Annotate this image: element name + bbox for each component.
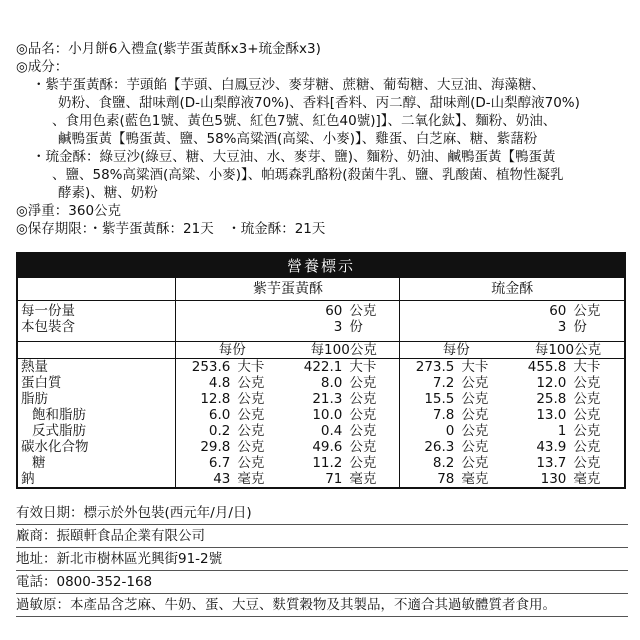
net-weight: ◎淨重：360公克 bbox=[16, 203, 122, 219]
product-column-header: 琉金酥 bbox=[400, 278, 624, 301]
nutrient-unit: 毫克 bbox=[573, 470, 601, 487]
nutrient-value: 7.8 bbox=[400, 407, 457, 423]
nutrient-unit: 公克 bbox=[349, 390, 377, 407]
nutrient-value: 0.2 bbox=[176, 423, 233, 439]
nutrient-unit: 公克 bbox=[573, 454, 601, 471]
nutrient-unit: 公克 bbox=[237, 390, 265, 407]
serving-size: 60 bbox=[288, 301, 345, 320]
shelf-life: ◎保存期限：・紫芋蛋黃酥：21天 ・琉金酥：21天 bbox=[16, 221, 326, 237]
nutrient-unit: 公克 bbox=[461, 454, 489, 471]
serving-label: 每一份量 bbox=[18, 301, 176, 320]
nutrient-unit: 公克 bbox=[573, 422, 601, 439]
nutrient-name: 蛋白質 bbox=[21, 374, 62, 391]
nutrient-unit: 毫克 bbox=[461, 470, 489, 487]
nutrient-value: 0 bbox=[400, 423, 457, 439]
nutrient-name: 脂肪 bbox=[21, 390, 48, 407]
nutrient-value: 21.3 bbox=[312, 390, 343, 407]
servings-count: 3 bbox=[333, 319, 343, 335]
nutrient-unit: 大卡 bbox=[345, 358, 400, 375]
nutrient-unit: 公克 bbox=[349, 374, 377, 391]
product-info bbox=[16, 40, 626, 238]
nutrient-unit: 公克 bbox=[237, 438, 265, 455]
serving-unit: 公克 bbox=[345, 301, 400, 320]
phone: 電話：0800-352-168 bbox=[16, 571, 628, 594]
ingredients-line: 鹹鴨蛋黃【鴨蛋黃、鹽、58%高粱酒(高粱、小麥)】、雞蛋、白芝麻、糖、紫藷粉 bbox=[58, 131, 538, 147]
nutrient-unit: 公克 bbox=[573, 374, 601, 391]
nutrient-value: 26.3 bbox=[400, 439, 457, 455]
nutrient-name: 鈉 bbox=[21, 470, 35, 487]
product-column-header: 紫芋蛋黃酥 bbox=[176, 278, 400, 301]
servings-unit: 份 bbox=[573, 319, 587, 335]
nutrient-unit: 公克 bbox=[237, 374, 265, 391]
nutrient-unit: 大卡 bbox=[457, 358, 512, 375]
nutrient-unit: 毫克 bbox=[237, 470, 265, 487]
nutrient-unit: 公克 bbox=[461, 438, 489, 455]
nutrient-unit: 公克 bbox=[461, 406, 489, 423]
nutrient-value: 12.0 bbox=[536, 374, 567, 391]
ingredients-line: 、鹽、58%高粱酒(高粱、小麥)】、帕瑪森乳酪粉(殺菌牛乳、鹽、乳酸菌、植物性凝乳 bbox=[52, 167, 564, 183]
nutrient-value: 10.0 bbox=[312, 406, 343, 423]
nutrient-row bbox=[18, 471, 624, 487]
per-100g-header: 每100公克 bbox=[288, 341, 400, 358]
nutrient-value: 11.2 bbox=[312, 454, 343, 471]
nutrient-value: 78 bbox=[400, 471, 457, 487]
allergen-notice: 過敏原：本產品含芝麻、牛奶、蛋、大豆、麩質穀物及其製品，不適合其過敏體質者食用。 bbox=[16, 594, 628, 617]
nutrient-value: 7.2 bbox=[400, 375, 457, 391]
ingredients-line: 奶粉、食鹽、甜味劑(D-山梨醇液70%)、香料[香料、丙二醇、甜味劑(D-山梨醇液70%) bbox=[58, 95, 580, 111]
nutrient-value: 0.4 bbox=[320, 422, 343, 439]
nutrient-value: 49.6 bbox=[312, 438, 343, 455]
nutrient-name: 碳水化合物 bbox=[21, 438, 89, 455]
nutrient-unit: 公克 bbox=[573, 390, 601, 407]
nutrient-unit: 公克 bbox=[349, 406, 377, 423]
manufacturer: 廠商：振頤軒食品企業有限公司 bbox=[16, 525, 628, 548]
serving-size: 60 bbox=[512, 301, 569, 320]
nutrient-unit: 公克 bbox=[237, 406, 265, 423]
nutrient-name: 飽和脂肪 bbox=[32, 406, 86, 423]
nutrient-value: 12.8 bbox=[176, 391, 233, 407]
nutrient-value: 43.9 bbox=[536, 438, 567, 455]
nutrient-name: 糖 bbox=[32, 454, 46, 471]
nutrient-value: 1 bbox=[557, 422, 567, 439]
nutrient-unit: 公克 bbox=[237, 422, 265, 439]
nutrient-unit: 毫克 bbox=[349, 470, 377, 487]
address: 地址：新北市樹林區光興街91-2號 bbox=[16, 548, 628, 571]
nutrient-row bbox=[18, 391, 624, 407]
manufacturer-info bbox=[16, 502, 628, 617]
nutrient-value: 455.8 bbox=[512, 358, 569, 375]
nutrient-value: 8.2 bbox=[400, 455, 457, 471]
nutrient-unit: 公克 bbox=[349, 438, 377, 455]
nutrient-value: 130 bbox=[540, 470, 567, 487]
nutrient-unit: 公克 bbox=[461, 374, 489, 391]
nutrient-value: 29.8 bbox=[176, 439, 233, 455]
nutrient-value: 15.5 bbox=[400, 391, 457, 407]
per-serving-header: 每份 bbox=[400, 341, 512, 358]
product-name: ◎品名：小月餅6入禮盒(紫芋蛋黃酥x3+琉金酥x3) bbox=[16, 41, 321, 57]
nutrient-unit: 公克 bbox=[461, 422, 489, 439]
ingredients-line: 、食用色素(藍色1號、黃色5號、紅色7號、紅色40號)]】、二氧化鈦】、麵粉、奶油、 bbox=[52, 113, 557, 129]
ingredients-header: ◎成分： bbox=[16, 59, 69, 75]
nutrient-value: 43 bbox=[176, 471, 233, 487]
nutrient-value: 253.6 bbox=[176, 358, 233, 375]
ingredients-line: ・琉金酥：綠豆沙(綠豆、糖、大豆油、水、麥芽、鹽)、麵粉、奶油、鹹鴨蛋黃【鴨蛋黃 bbox=[32, 149, 556, 165]
nutrient-row bbox=[18, 455, 624, 471]
expiry-date: 有效日期：標示於外包裝(西元年/月/日) bbox=[16, 502, 628, 525]
ingredients-line: ・紫芋蛋黃酥：芋頭餡【芋頭、白鳳豆沙、麥芽糖、蔗糖、葡萄糖、大豆油、海藻糖、 bbox=[32, 77, 545, 93]
nutrient-value: 6.0 bbox=[176, 407, 233, 423]
nutrient-value: 13.7 bbox=[536, 454, 567, 471]
nutrient-value: 4.8 bbox=[176, 375, 233, 391]
nutrient-unit: 公克 bbox=[573, 406, 601, 423]
nutrient-row bbox=[18, 358, 624, 375]
nutrient-value: 6.7 bbox=[176, 455, 233, 471]
nutrient-row bbox=[18, 407, 624, 423]
nutrition-title: 營養標示 bbox=[18, 254, 624, 278]
nutrient-unit: 公克 bbox=[349, 454, 377, 471]
nutrient-unit: 大卡 bbox=[569, 358, 624, 375]
serving-unit: 公克 bbox=[569, 301, 624, 320]
nutrient-value: 273.5 bbox=[400, 358, 457, 375]
nutrient-unit: 公克 bbox=[237, 454, 265, 471]
nutrient-unit: 公克 bbox=[461, 390, 489, 407]
nutrient-value: 71 bbox=[325, 470, 343, 487]
nutrient-row bbox=[18, 439, 624, 455]
ingredients-line: 酵素)、糖、奶粉 bbox=[58, 185, 158, 201]
nutrient-rows bbox=[18, 358, 624, 487]
nutrient-row bbox=[18, 375, 624, 391]
nutrition-facts-panel bbox=[16, 252, 626, 489]
nutrient-unit: 公克 bbox=[349, 422, 377, 439]
per-100g-header: 每100公克 bbox=[512, 341, 624, 358]
nutrient-name: 熱量 bbox=[18, 358, 176, 375]
per-serving-header: 每份 bbox=[176, 341, 288, 358]
nutrient-name: 反式脂肪 bbox=[32, 422, 86, 439]
nutrient-row bbox=[18, 423, 624, 439]
servings-count: 3 bbox=[557, 319, 567, 335]
nutrient-unit: 大卡 bbox=[233, 358, 288, 375]
nutrient-value: 422.1 bbox=[288, 358, 345, 375]
servings-unit: 份 bbox=[349, 319, 363, 335]
nutrient-value: 25.8 bbox=[536, 390, 567, 407]
nutrient-unit: 公克 bbox=[573, 438, 601, 455]
nutrient-value: 13.0 bbox=[536, 406, 567, 423]
nutrient-value: 8.0 bbox=[320, 374, 343, 391]
package-label: 本包裝含 bbox=[21, 319, 75, 335]
nutrition-table bbox=[18, 278, 624, 487]
